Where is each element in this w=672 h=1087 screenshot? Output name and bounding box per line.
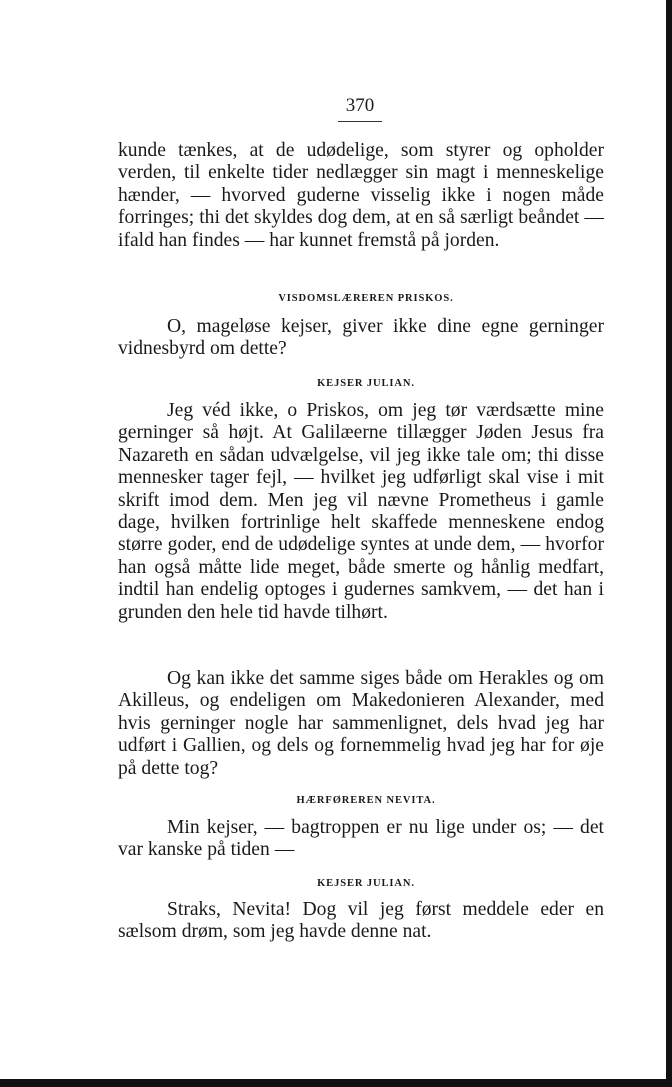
page-number: 370 xyxy=(345,95,375,116)
paragraph-julian-3: Straks, Nevita! Dog vil jeg først meddele eder en sælsom drøm, som jeg havde denne nat. xyxy=(118,899,604,943)
scan-edge-bottom xyxy=(0,1079,672,1087)
speaker-nevita: HÆRFØREREN NEVITA. xyxy=(296,795,436,806)
speaker-julian-2: KEJSER JULIAN. xyxy=(317,878,415,889)
paragraph-priskos: O, mageløse kejser, giver ikke dine egne gerninger vidnesbyrd om dette? xyxy=(118,316,604,360)
paragraph-julian-1: Jeg véd ikke, o Priskos, om jeg tør værdsætte mine gerninger så højt. At Galilæerne tillægger Jøden Jesus fra Nazareth en sådan udvælgelse, vil jeg ikke tale om; thi disse mennesker tager fejl, — hvilket jeg udførligt skal vise i mit skrift imod dem. Men jeg vil nævne Prometheus i gamle dage, hvilken fortrinlige helt skaffede menneskene endog større goder, end de udødelige syntes at unde dem, — hvorfor han også måtte lide meget, både smerte og hånlig medfart, indtil han endelig optoges i gudernes samkvem, — det han i grunden den hele tid havde tilhørt. xyxy=(118,400,604,623)
paragraph-julian-2: Og kan ikke det samme siges både om Herakles og om Akilleus, og endeligen om Makedonieren Alexander, med hvis gerninger nogle har sammenlignet, dels hvad jeg har udført i Gallien, og dels og fornemmelig hvad jeg har for øje på dette tog? xyxy=(118,668,604,779)
speaker-julian-1: KEJSER JULIAN. xyxy=(317,378,415,389)
speaker-priskos: VISDOMSLÆREREN PRISKOS. xyxy=(278,293,454,304)
page-number-underline xyxy=(338,121,382,122)
scan-edge-right xyxy=(666,0,672,1087)
paragraph-nevita: Min kejser, — bagtroppen er nu lige under os; — det var kanske på tiden — xyxy=(118,817,604,861)
paragraph-opening: kunde tænkes, at de udødelige, som styrer og opholder verden, til enkelte tider nedlægger sin magt i menneskelige hænder, — hvorved guderne visselig ikke i nogen måde forringes; thi det skyldes dog dem, at en så særligt beåndet — ifald han findes — har kunnet fremstå på jorden. xyxy=(118,140,604,251)
